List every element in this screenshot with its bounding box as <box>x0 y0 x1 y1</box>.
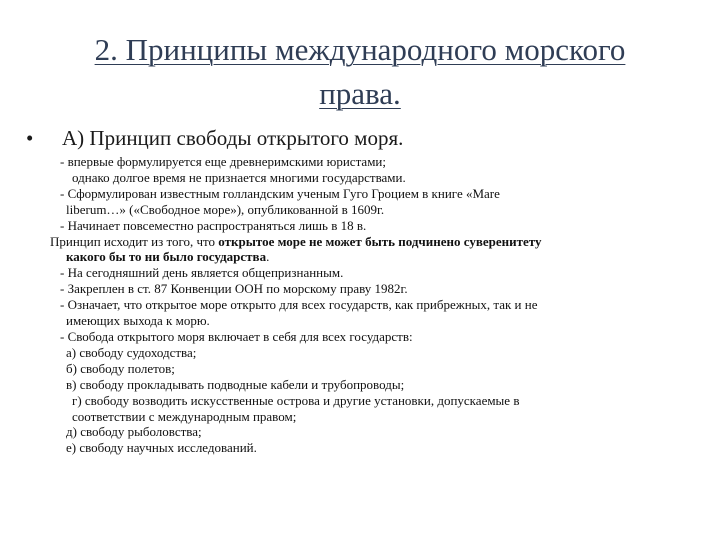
bullet-icon: • <box>26 126 34 150</box>
list-item: е) свободу научных исследований. <box>66 440 257 456</box>
list-item: б) свободу полетов; <box>66 360 175 376</box>
text-line <box>50 249 690 265</box>
page-title <box>30 28 690 116</box>
text-span: . <box>266 249 270 265</box>
list-item: соответствии с международным правом; <box>72 408 297 424</box>
bullet-heading <box>26 125 686 151</box>
text-line: однако долгое время не признается многими государствами. <box>72 169 406 185</box>
text-line: - На сегодняшний день является общепризнанным. <box>60 265 344 281</box>
bullet-heading-text: А) Принцип свободы открытого моря. <box>62 126 404 150</box>
text-line: - впервые формулируется еще древнеримскими юристами; <box>60 154 386 169</box>
text-span: Принцип исходит из того, что <box>50 233 216 249</box>
list-item: д) свободу рыболовства; <box>66 424 202 440</box>
list-item: г) свободу возводить искусственные острова и другие установки, допускаемые в <box>72 392 520 408</box>
text-line: - Начинает повсеместно распространяться лишь в 18 в. <box>60 217 367 233</box>
body-text <box>50 154 690 456</box>
list-item: в) свободу прокладывать подводные кабели и трубопроводы; <box>66 376 405 392</box>
text-line: liberum…» («Свободное море»), опубликованной в 1609г. <box>66 201 385 217</box>
text-line: - Закреплен в ст. 87 Конвенции ООН по морскому праву 1982г. <box>60 281 408 297</box>
text-line: имеющих выхода к морю. <box>66 313 210 329</box>
list-item: а) свободу судоходства; <box>66 344 197 360</box>
title-line-1: 2. Принципы международного морского <box>94 32 626 67</box>
text-line: - Означает, что открытое море открыто для всех государств, как прибрежных, так и не <box>60 297 538 313</box>
text-line: - Свобода открытого моря включает в себя для всех государств: <box>60 328 413 344</box>
text-line <box>50 234 690 250</box>
title-line-2: права. <box>319 76 401 111</box>
bold-text-span: какого бы то ни было государства <box>66 249 267 265</box>
text-line: - Сформулирован известным голландским ученым Гуго Гроцием в книге «Mare <box>60 185 500 201</box>
bold-text-span: открытое море не может быть подчинено суверенитету <box>218 233 542 249</box>
